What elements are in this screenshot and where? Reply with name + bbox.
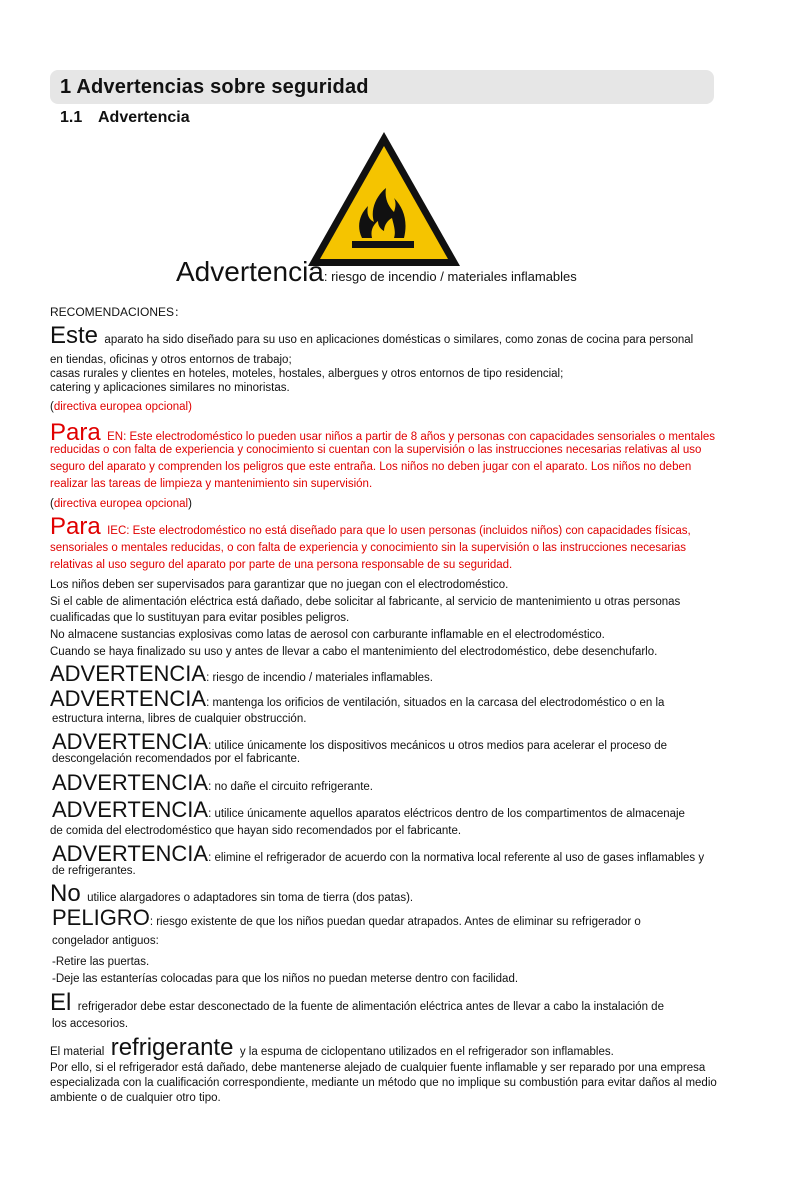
- para-iec-l2: sensoriales o mentales reducidas, o con falta de experiencia y conocimiento sin la supervisión o las instrucciones necesarias: [50, 542, 687, 554]
- directive2-open: (: [50, 498, 54, 510]
- no-text: utilice alargadores o adaptadores sin toma de tierra (dos patas).: [87, 892, 414, 904]
- el-cont: los accesorios.: [52, 1018, 129, 1030]
- warning-4: [52, 772, 373, 794]
- directive1-text: directiva europea opcional: [53, 401, 189, 413]
- section-header: [50, 70, 714, 104]
- subsection-heading: [60, 109, 190, 127]
- subsection-title: Advertencia: [98, 109, 190, 126]
- warning-2: [50, 688, 664, 710]
- danger-cont: congelador antiguos:: [52, 935, 159, 947]
- warning-4-text: : no dañe el circuito refrigerante.: [208, 781, 374, 793]
- warning-5: [52, 799, 685, 821]
- warning-4-big: ADVERTENCIA: [52, 770, 209, 795]
- danger-bullet-2: -Deje las estanterías colocadas para que los niños no puedan meterse dentro con facilidad.: [52, 973, 519, 985]
- directive2-text: directiva europea opcional: [53, 498, 189, 510]
- warning-3-text: : utilice únicamente los dispositivos mecánicos u otros medios para acelerar el proceso de: [208, 740, 668, 752]
- warning-3-cont: descongelación recomendados por el fabricante.: [52, 753, 301, 765]
- warning-5-cont: de comida del electrodoméstico que hayan sido recomendados por el fabricante.: [50, 825, 462, 837]
- para-en-l4: realizar las tareas de limpieza y mantenimiento sin supervisión.: [50, 478, 373, 490]
- warning-6-big: ADVERTENCIA: [52, 841, 209, 866]
- para-iec-l3: relativas al uso seguro del aparato por parte de una persona responsable de su seguridad.: [50, 559, 513, 571]
- para1-l3: casas rurales y clientes en hoteles, moteles, hostales, albergues y otros entornos de tipo residencial;: [50, 368, 564, 380]
- danger-line: [52, 907, 641, 929]
- directive1-close: ): [188, 401, 192, 413]
- directive-note-2: [50, 497, 192, 511]
- danger-text: : riesgo existente de que los niños puedan quedar atrapados. Antes de eliminar su refrigerador o: [149, 916, 641, 928]
- directive-note-1: [50, 400, 192, 414]
- refrigerant-pre: El material: [50, 1046, 105, 1058]
- body1-l1: Los niños deben ser supervisados para garantizar que no juegan con el electrodoméstico.: [50, 579, 509, 591]
- no-big: No: [50, 880, 81, 907]
- para1-first-line: [50, 324, 693, 348]
- el-big: El: [50, 989, 72, 1016]
- para1-big: Este: [50, 322, 99, 349]
- warning-5-big: ADVERTENCIA: [52, 797, 209, 822]
- para1-l4: catering y aplicaciones similares no minoristas.: [50, 382, 290, 394]
- body1-l2: Si el cable de alimentación eléctrica está dañado, debe solicitar al fabricante, al servicio de mantenimiento u otras personas: [50, 596, 681, 608]
- body1-l4: No almacene sustancias explosivas como latas de aerosol con carburante inflamable en el electrodoméstico.: [50, 629, 605, 641]
- danger-bullet-1: -Retire las puertas.: [52, 956, 150, 968]
- directive2-close: ): [188, 498, 192, 510]
- para-en-first-line: [50, 421, 715, 445]
- caption-big: Advertencia: [176, 256, 324, 287]
- directive1-open: (: [50, 401, 54, 413]
- body1-l5: Cuando se haya finalizado su uso y antes de llevar a cabo el mantenimiento del electrodoméstico, debe desenchufarlo.: [50, 646, 658, 658]
- no-line: [50, 882, 413, 906]
- para-iec-big: Para: [50, 513, 101, 540]
- refrigerant-line: [50, 1036, 614, 1060]
- para-en-l1: EN: Este electrodoméstico lo pueden usar niños a partir de 8 años y personas con capacidades sensoriales o mentales: [107, 431, 716, 443]
- el-text: refrigerador debe estar desconectado de la fuente de alimentación eléctrica antes de llevar a cabo la instalación de: [77, 1001, 664, 1013]
- recommendations-label: RECOMENDACIONES：: [50, 305, 187, 319]
- para-iec-first-line: [50, 515, 691, 539]
- para-en-big: Para: [50, 419, 101, 446]
- warning-5-text: : utilice únicamente aquellos aparatos eléctricos dentro de los compartimentos de almacenaje: [208, 808, 685, 820]
- danger-big: PELIGRO: [52, 905, 150, 930]
- para-iec-l1: IEC: Este electrodoméstico no está diseñado para que lo usen personas (incluidos niños) con capacidades físicas,: [107, 525, 691, 537]
- body1-l3: cualificadas que lo sustituyan para evitar posibles peligros.: [50, 612, 350, 624]
- warning-1-text: : riesgo de incendio / materiales inflamables.: [206, 672, 434, 684]
- warning-6-cont: de refrigerantes.: [52, 865, 136, 877]
- caption-text: : riesgo de incendio / materiales inflamables: [323, 269, 577, 284]
- warning-6-text: : elimine el refrigerador de acuerdo con la normativa local referente al uso de gases inflamables y: [208, 852, 705, 864]
- refrigerant-big: refrigerante: [110, 1034, 234, 1061]
- refrigerant-post: y la espuma de ciclopentano utilizados en el refrigerador son inflamables.: [239, 1046, 614, 1058]
- para1-l1: aparato ha sido diseñado para su uso en aplicaciones domésticas o similares, como zonas de cocina para personal: [104, 334, 694, 346]
- para-en-l2: reducidas o con falta de experiencia y conocimiento si cuentan con la supervisión o las instrucciones necesarias relativas al uso: [50, 444, 702, 456]
- refrigerant-l4: ambiente o de cualquier otro tipo.: [50, 1092, 221, 1104]
- warning-caption: [176, 258, 577, 286]
- refrigerant-l3: especializada con la cualificación correspondiente, mediante un método que no implique su combustión para evitar daños al medio: [50, 1077, 717, 1089]
- para-en-l3: seguro del aparato y comprenden los peligros que este entraña. Los niños no deben jugar con el aparato. Los niños no deben: [50, 461, 692, 473]
- el-line: [50, 991, 664, 1015]
- section-title: 1 Advertencias sobre seguridad: [60, 76, 369, 98]
- warning-3-big: ADVERTENCIA: [52, 729, 209, 754]
- warning-1: [50, 663, 433, 685]
- warning-3: [52, 731, 667, 753]
- warning-2-text: : mantenga los orificios de ventilación, situados en la carcasa del electrodoméstico o en la: [206, 697, 665, 709]
- refrigerant-l2: Por ello, si el refrigerador está dañado, debe mantenerse alejado de cualquier fuente inflamable y ser reparado por una empresa: [50, 1062, 706, 1074]
- subsection-number: 1.1: [60, 109, 83, 126]
- warning-1-big: ADVERTENCIA: [50, 661, 207, 686]
- para1-l2: en tiendas, oficinas y otros entornos de trabajo;: [50, 354, 292, 366]
- flammable-warning-icon: [304, 128, 464, 270]
- warning-2-cont: estructura interna, libres de cualquier obstrucción.: [52, 713, 307, 725]
- warning-6: [52, 843, 704, 865]
- warning-2-big: ADVERTENCIA: [50, 686, 207, 711]
